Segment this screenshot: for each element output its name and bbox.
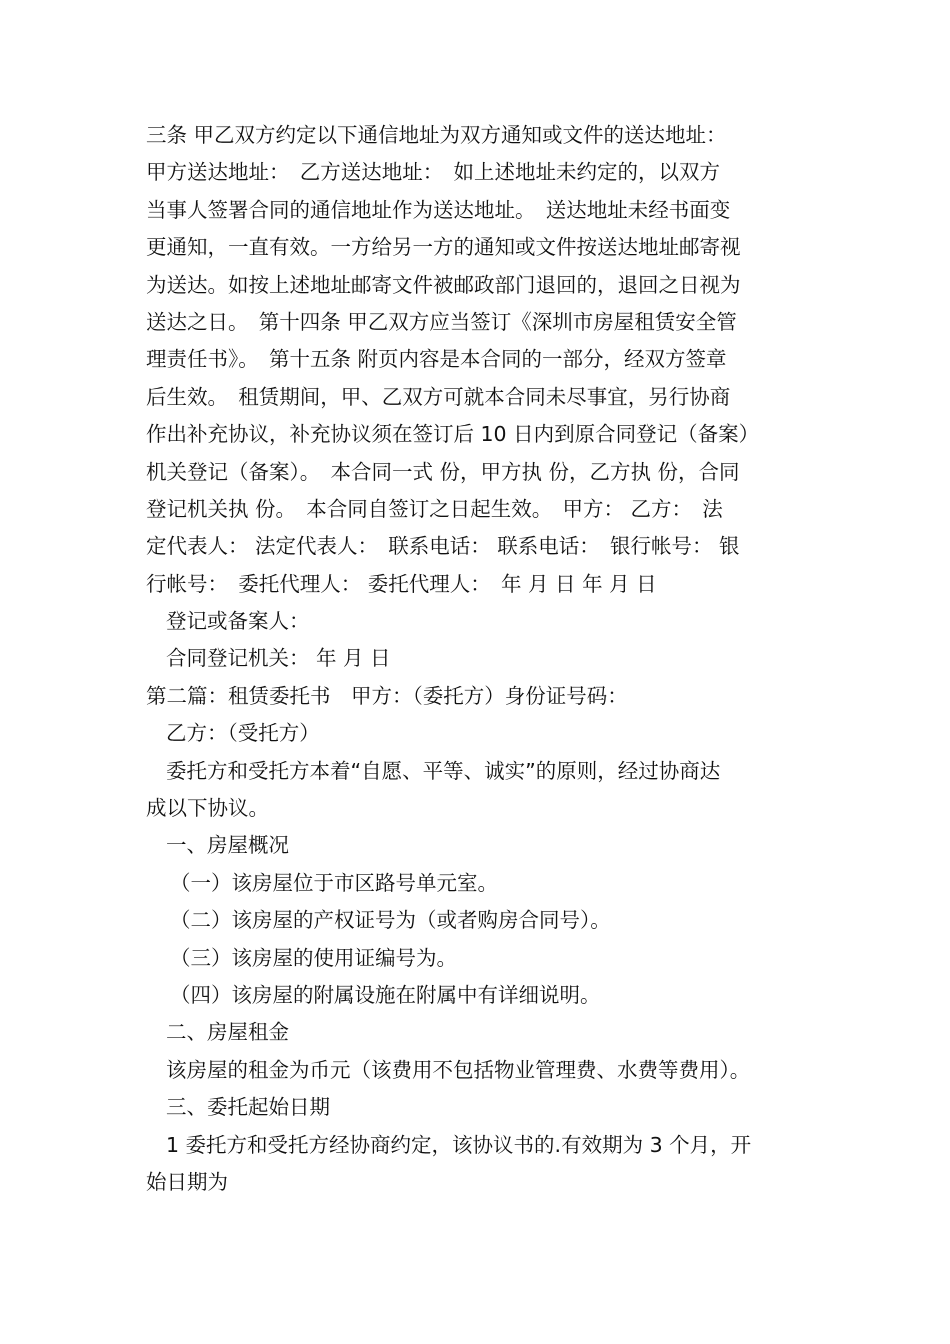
clause-item: （二）该房屋的产权证号为（或者购房合同号）。 [170,908,611,933]
registrar-line: 登记或备案人： [166,609,310,634]
registration-office-line: 合同登记机关： 年 月 日 [166,646,391,671]
text-line: 为送达。如按上述地址邮寄文件被邮政部门退回的，退回之日视为 [146,272,741,297]
section-heading: 第二篇：租赁委托书 甲方：（委托方）身份证号码： [146,683,628,708]
text-line: 成以下协议。 [146,796,269,821]
text-line: 甲方送达地址： 乙方送达地址： 如上述地址未约定的，以双方 [146,160,720,185]
text-line: 定代表人： 法定代表人： 联系电话： 联系电话： 银行帐号： 银 [146,534,740,559]
text-line: 后生效。 租赁期间，甲、乙双方可就本合同未尽事宜，另行协商 [146,384,731,409]
text-line: 当事人签署合同的通信地址作为送达地址。 送达地址未经书面变 [146,197,731,222]
text-line: 行帐号： 委托代理人： 委托代理人： 年 月 日 年 月 日 [146,571,657,596]
clause-heading: 三、委托起始日期 [166,1095,330,1120]
text-line: 登记机关执 份。 本合同自签订之日起生效。 甲方： 乙方： 法 [146,496,723,521]
text-line: 1 委托方和受托方经协商约定，该协议书的.有效期为 3 个月，开 [166,1132,752,1157]
text-line: 理责任书》。 第十五条 附页内容是本合同的一部分，经双方签章 [146,347,727,372]
clause-item: （一）该房屋位于市区路号单元室。 [170,870,498,895]
text-line: 三条 甲乙双方约定以下通信地址为双方通知或文件的送达地址： [146,123,727,147]
clause-heading: 二、房屋租金 [166,1020,289,1045]
text-line: 始日期为 [146,1169,228,1194]
text-line: 该房屋的租金为币元（该费用不包括物业管理费、水费等费用）。 [166,1057,751,1082]
clause-item: （四）该房屋的附属设施在附属中有详细说明。 [170,982,601,1007]
text-line: 委托方和受托方本着“自愿、平等、诚实”的原则，经过协商达 [166,758,721,783]
text-line: 机关登记（备案）。 本合同一式 份，甲方执 份，乙方执 份，合同 [146,459,740,484]
document-body [146,117,808,1201]
text-line: 乙方：（受托方） [166,721,320,746]
text-line: 送达之日。 第十四条 甲乙双方应当签订《深圳市房屋租赁安全管 [146,309,737,334]
clause-heading: 一、房屋概况 [166,833,289,858]
text-line: 更通知，一直有效。一方给另一方的通知或文件按送达地址邮寄视 [146,235,741,260]
text-line: 作出补充协议，补充协议须在签订后 10 日内到原合同登记（备案） [146,422,760,447]
clause-item: （三）该房屋的使用证编号为。 [170,945,457,970]
